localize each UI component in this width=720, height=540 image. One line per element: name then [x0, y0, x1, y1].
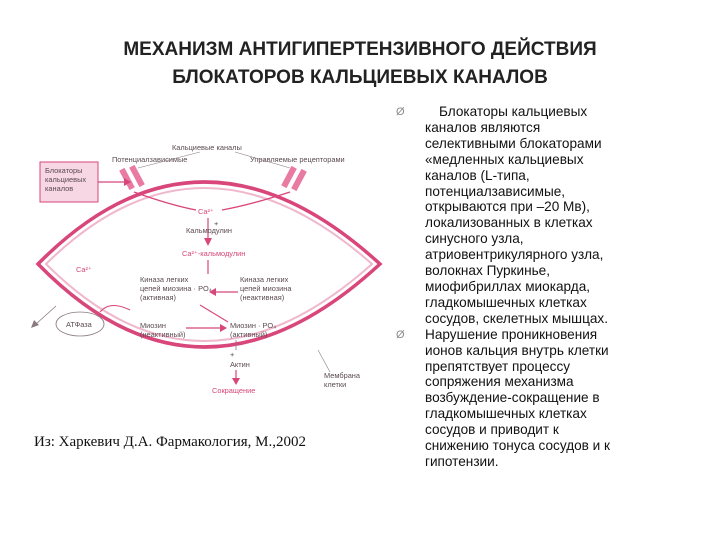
label-contraction: Сокращение	[212, 386, 256, 395]
label-myosin-inactive: Миозин (неактивный)	[140, 321, 186, 339]
label-blockers: Блокаторы кальциевых каналов	[45, 166, 87, 193]
label-voltage-dependent: Потенциалзависимые	[112, 155, 188, 164]
bullet-line: сосудов, скелетных мышцах.	[425, 310, 608, 326]
bullet-line: каналов являются	[425, 119, 541, 135]
bullet-line: каналов (L-типа,	[425, 167, 530, 183]
bullet-line: Блокаторы кальциевых	[439, 104, 588, 119]
bullet-line: снижению тонуса сосудов и к	[425, 438, 611, 454]
bullet-line: ионов кальция внутрь клетки	[425, 342, 609, 358]
bullet-line: селективными блокаторами	[425, 135, 602, 151]
bullet-line: гладкомышечных клетках	[425, 406, 587, 422]
bullet-item-1	[396, 104, 712, 327]
bullet-line: сопряжения механизма	[425, 374, 574, 390]
bullet-line: сосудов и приводит к	[425, 422, 559, 438]
label-ca-outside: Ca²⁺	[76, 265, 92, 274]
bullet-line: локализованных в клетках	[425, 215, 593, 231]
label-ca-ion: Ca²⁺	[198, 207, 214, 216]
label-myosin-po4: Миозин · PO₄ (активный)	[230, 321, 277, 339]
label-atpase: АТФаза	[66, 320, 92, 329]
flow-arrow-left	[134, 192, 196, 210]
label-calmodulin: Кальмодулин	[186, 226, 232, 235]
label-membrane: Мембрана клетки	[324, 371, 360, 389]
label-plus-actin: +	[230, 350, 235, 359]
label-receptor-operated: Управляемые рецепторами	[250, 155, 345, 164]
bullet-line: волокнах Пуркинье,	[425, 263, 551, 279]
receptor-channel-icon	[281, 166, 307, 191]
bullet-item-2	[396, 327, 712, 470]
bullet-line: потенциалзависимые,	[425, 183, 566, 199]
bullet-line: миофибриллах миокарда,	[425, 278, 591, 294]
label-calcium-channels: Кальциевые каналы	[172, 143, 242, 152]
bullet-list	[396, 104, 712, 470]
bullet-line: препятствует процессу	[425, 358, 571, 374]
bullet-line: гладкомышечных клетках	[425, 294, 587, 310]
bullet-line: Нарушение проникновения	[425, 326, 598, 342]
bullet-arrow-icon: Ø	[396, 106, 405, 118]
title-line-2: БЛОКАТОРОВ КАЛЬЦИЕВЫХ КАНАЛОВ	[172, 67, 548, 88]
bullet-arrow-icon: Ø	[396, 328, 405, 341]
label-actin: Актин	[230, 360, 250, 369]
label-kinase-inactive: Киназа легких цепей миозина (неактивная)	[240, 275, 292, 302]
bullet-line: возбуждение-сокращение в	[425, 390, 600, 406]
voltage-channel-icon	[119, 165, 145, 190]
title-line-1: МЕХАНИЗМ АНТИГИПЕРТЕНЗИВНОГО ДЕЙСТВИЯ	[123, 39, 597, 60]
bullet-line: открываются при –20 Мв),	[425, 199, 590, 215]
bullet-line: синусного узла,	[425, 231, 524, 247]
label-ca-calmodulin: Ca²⁺-кальмодулин	[182, 249, 246, 258]
bullet-line: гипотензии.	[425, 453, 499, 469]
bullet-line: атриовентрикулярного узла,	[425, 247, 604, 263]
source-citation: Из: Харкевич Д.А. Фармакология, М.,2002	[34, 434, 307, 450]
bullet-line: «медленных кальциевых	[425, 151, 584, 167]
plus-sign: +	[214, 219, 219, 228]
label-kinase-active: Киназа легких цепей миозина · PO₄ (активная)	[140, 275, 212, 302]
